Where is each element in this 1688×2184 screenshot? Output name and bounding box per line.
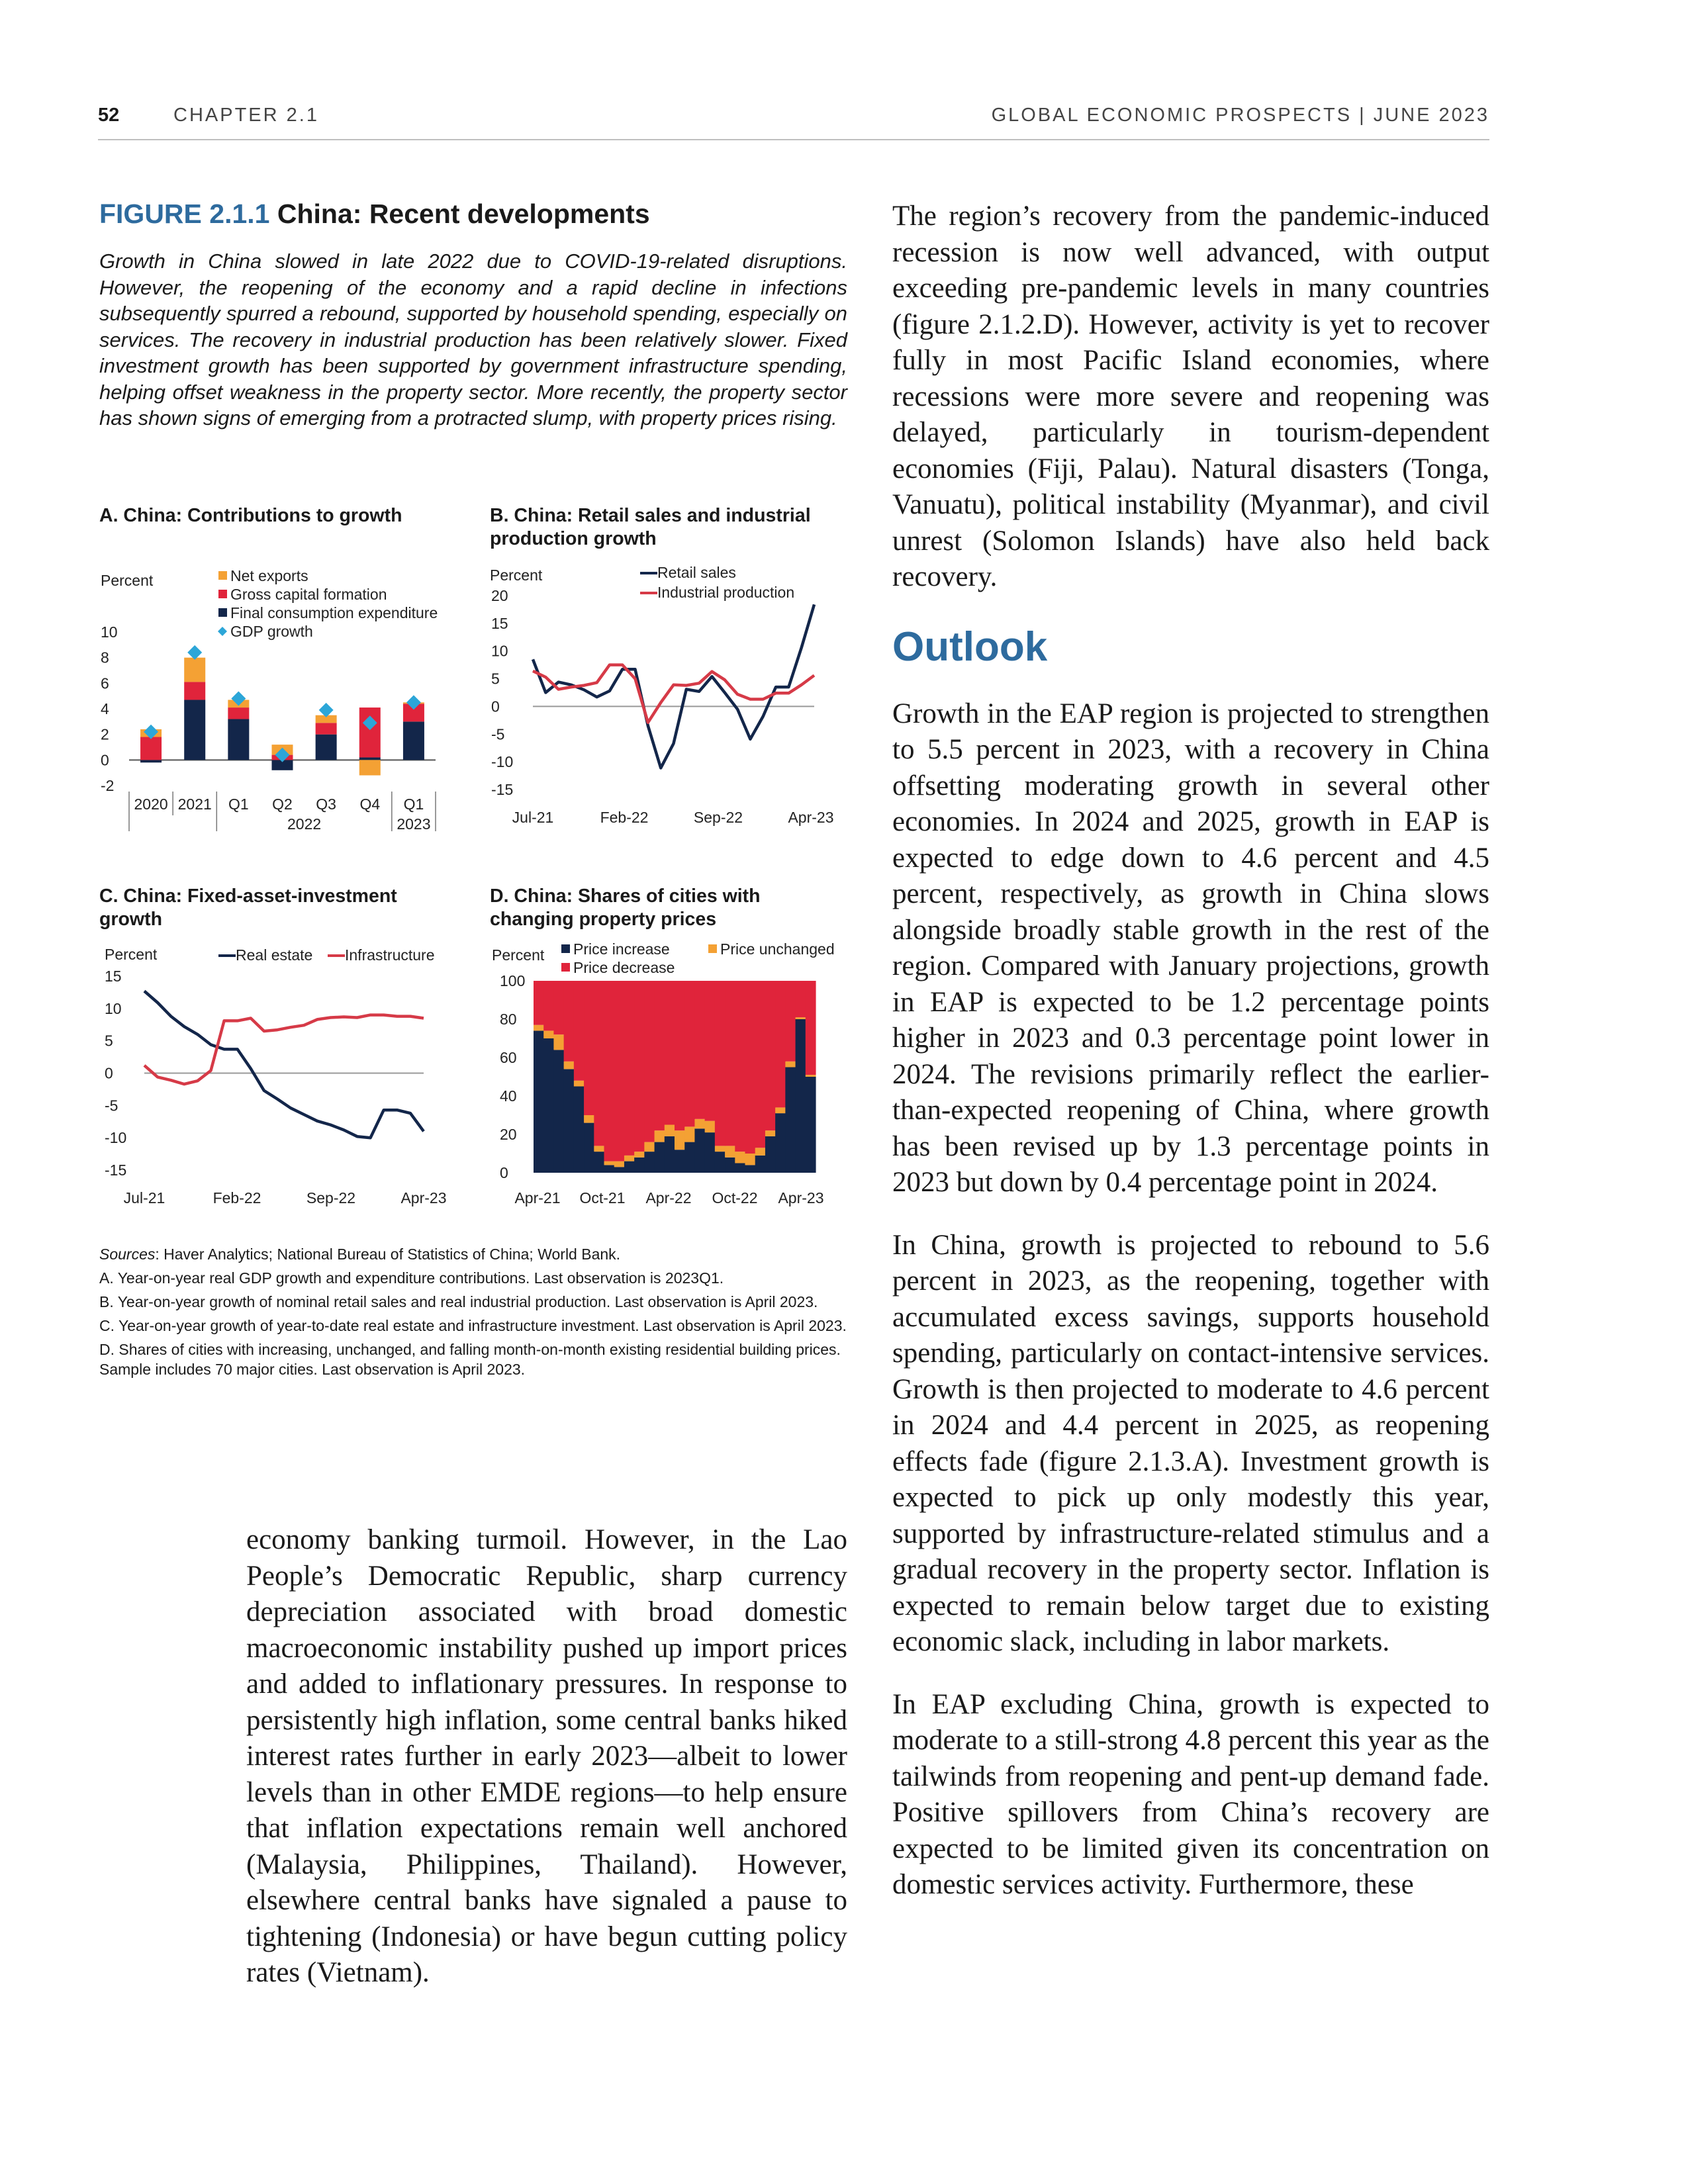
chart-a-category-group-label: 2022	[287, 815, 322, 833]
chapter-label: CHAPTER 2.1	[173, 105, 319, 126]
chart-d-column-segment	[785, 1062, 796, 1068]
chart-d-column-segment	[614, 1167, 625, 1173]
panel-a-title: A. China: Contributions to growth	[99, 505, 402, 526]
chart-d-column-segment	[584, 1123, 594, 1173]
chart-d-column-segment	[665, 1136, 675, 1173]
chart-d-legend-label: Price increase	[573, 940, 670, 958]
chart-d-column-segment	[694, 1119, 705, 1129]
chart-d-column-segment	[796, 1017, 806, 1019]
chart-d-column-segment	[564, 1062, 575, 1069]
chart-d-column-segment	[765, 1130, 776, 1136]
chart-d-y-tick-label: 0	[500, 1164, 508, 1181]
chart-a-x-tick-label: Q3	[316, 796, 336, 813]
body-paragraph: economy banking turmoil. However, in the Lao People’s Democratic Republic, sharp currency depreciation associated with broad domestic macroeconomic instability pushed up import prices and added to inflationary pressures. In response to persistently high inflation, some central banks hiked interest rates further in early 2023—albeit to lower levels than in other EMDE regions—to help ensure that inflation expectations remain well anchored (Malaysia, Philippines, Thailand). However, elsewhere central banks have signaled a pause to tightening (Indonesia) or have begun cutting policy rates (Vietnam).	[246, 1524, 847, 1988]
chart-a-y-tick-label: -2	[101, 777, 115, 794]
chart-d-column-segment	[775, 1113, 786, 1173]
chart-a-legend-label: GDP growth	[230, 623, 313, 640]
chart-a-y-tick-label: 8	[101, 649, 109, 666]
chart-d-legend-swatch	[708, 944, 717, 953]
chart-a-x-tick-label: Q1	[403, 796, 424, 813]
chart-c-y-tick-label: 0	[105, 1064, 113, 1082]
chart-d-column-segment	[806, 1077, 816, 1173]
note-d: D. Shares of cities with increasing, unchanged, and falling month-on-month existing residential building prices. Sample includes 70 major cities. Last observation is April 2023.	[99, 1341, 841, 1378]
section-heading-outlook: Outlook	[892, 623, 1048, 670]
chart-d-y-tick-label: 80	[500, 1011, 517, 1028]
page-number: 52	[98, 105, 120, 126]
chart-a-legend-label: Gross capital formation	[230, 586, 387, 603]
panel-b-title: B. China: Retail sales and industrial production growth	[490, 505, 811, 549]
chart-d-column-segment	[553, 1034, 564, 1050]
chart-c-y-tick-label: -5	[105, 1097, 118, 1115]
chart-a-bar-segment	[228, 719, 249, 760]
chart-d-column-segment	[584, 981, 594, 1115]
chart-d-column-segment	[675, 1150, 685, 1173]
chart-d-column-segment	[553, 1050, 564, 1173]
chart-d-column-segment	[745, 981, 756, 1154]
figure-description: Growth in China slowed in late 2022 due to COVID-19-related disruptions. However, the reopening of the economy and a rapid decline in infections subsequently spurred a rebound, supported by household spending, especially on services. The recovery in industrial production has been relatively slower. Fixed investment growth has been supported by government infrastructure spending, helping offset weakness in the property sector. More recently, the property sector has shown signs of emerging from a protracted slump, with property prices rising.	[99, 250, 847, 430]
body-left-column	[246, 1522, 847, 2018]
chart-d-column-segment	[655, 1130, 665, 1142]
chart-a-legend-label: Final consumption expenditure	[230, 604, 438, 621]
chart-b-y-tick-label: 0	[491, 698, 500, 715]
chart-d-x-tick-label: Oct-21	[579, 1189, 626, 1206]
chart-a-y-axis-label: Percent	[101, 572, 154, 589]
chart-d-column-segment	[634, 1158, 645, 1173]
chart-d-y-axis-label: Percent	[492, 946, 545, 964]
chart-d-column-segment	[655, 1142, 665, 1173]
chart-a-x-tick-label: 2021	[177, 796, 212, 813]
figure-notes	[99, 1244, 847, 1383]
chart-b-x-tick-label: Apr-23	[788, 809, 834, 826]
chart-d-column-segment	[675, 1130, 685, 1150]
chart-c-x-tick-label: Jul-21	[123, 1189, 165, 1206]
chart-d-column-segment	[534, 1030, 544, 1173]
chart-d-column-segment	[655, 981, 665, 1130]
chart-a-x-tick-label: Q1	[228, 796, 249, 813]
chart-d-column-segment	[806, 981, 816, 1075]
chart-d-column-segment	[735, 1163, 745, 1173]
sources-label: Sources	[99, 1246, 156, 1263]
publication-title: GLOBAL ECONOMIC PROSPECTS | JUNE 2023	[991, 105, 1489, 126]
chart-d-column-segment	[594, 1146, 604, 1152]
chart-d-x-tick-label: Apr-23	[778, 1189, 824, 1206]
chart-b-x-tick-label: Jul-21	[512, 809, 554, 826]
chart-d-legend-label: Price decrease	[573, 959, 675, 976]
chart-d-column-segment	[543, 1030, 554, 1038]
chart-b-legend-label: Industrial production	[657, 584, 795, 601]
chart-a-bar-segment	[316, 735, 337, 760]
chart-a-category-group-label: 2023	[397, 815, 431, 833]
chart-a-bar-segment	[316, 723, 337, 734]
chart-a-bar-segment	[140, 760, 162, 762]
chart-d-column-segment	[796, 981, 806, 1017]
body-paragraph: In China, growth is projected to rebound to 5.6 percent in 2023, as the reopening, together with accumulated excess savings, supports household spending, particularly on contact-intensive services. Growth is then projected to moderate to 4.6 percent in 2024 and 4.4 percent in 2025, as reopening effects fade (figure 2.1.3.A). Investment growth is expected to pick up only modestly this year, supported by infrastructure-related stimulus and a gradual recovery in the property sector. Inflation is expected to remain below target due to existing economic slack, including in labor markets.	[892, 1229, 1489, 1658]
chart-d-column-segment	[634, 981, 645, 1152]
chart-d-column-segment	[584, 1115, 594, 1123]
chart-a-bar-segment	[359, 707, 381, 757]
chart-a-gdp-point	[187, 645, 202, 660]
chart-d-column-segment	[624, 1156, 635, 1161]
chart-a-bar-segment	[359, 757, 381, 760]
chart-c-y-tick-label: 5	[105, 1032, 113, 1050]
chart-b-series-line	[533, 665, 814, 723]
figure-title-text: China: Recent developments	[277, 199, 650, 229]
chart-d-column-segment	[644, 1142, 655, 1152]
chart-d-column-segment	[574, 1081, 585, 1087]
chart-b-y-axis-label: Percent	[490, 567, 543, 584]
chart-d-column-segment	[765, 981, 776, 1130]
chart-b-x-tick-label: Sep-22	[693, 809, 743, 826]
chart-d-column-segment	[594, 1152, 604, 1173]
chart-a-bar-segment	[228, 707, 249, 719]
note-c: C. Year-on-year growth of year-to-date real estate and infrastructure investment. Last observation is April 2023.	[99, 1317, 847, 1334]
chart-b-y-tick-label: -15	[491, 781, 514, 798]
chart-a-bar-segment	[184, 682, 205, 700]
chart-d-legend-swatch	[561, 944, 570, 953]
chart-b-y-tick-label: 5	[491, 670, 500, 688]
chart-d-column-segment	[614, 981, 625, 1161]
body-paragraph: The region’s recovery from the pandemic-induced recession is now well advanced, with output exceeding pre-pandemic levels in many countries (figure 2.1.2.D). However, activity is yet to recover fully in most Pacific Island economies, where recessions were more severe and reopening was delayed, particularly in tourism-dependent economies (Fiji, Palau). Natural disasters (Tonga, Vanuatu), political instability (Myanmar), and civil unrest (Solomon Islands) have also held back recovery.	[892, 201, 1489, 592]
chart-d-column-segment	[684, 1142, 695, 1173]
chart-a-bar-segment	[184, 700, 205, 760]
chart-d-column-segment	[614, 1161, 625, 1167]
chart-d-y-tick-label: 20	[500, 1126, 517, 1143]
chart-d-legend-label: Price unchanged	[720, 940, 835, 958]
chart-d-column-segment	[574, 1087, 585, 1173]
chart-a-legend-swatch	[218, 608, 227, 617]
chart-c-y-tick-label: 10	[105, 999, 122, 1017]
chart-a-legend-swatch	[218, 571, 227, 580]
chart-d-column-segment	[765, 1136, 776, 1173]
chart-d-column-segment	[745, 1165, 756, 1173]
chart-b-y-tick-label: 10	[491, 642, 508, 660]
chart-c-y-tick-label: -10	[105, 1129, 127, 1147]
chart-d-column-segment	[755, 1156, 766, 1173]
chart-a-legend-swatch	[218, 590, 227, 598]
chart-d-column-segment	[725, 1158, 735, 1173]
panel-c-title: C. China: Fixed-asset-investment growth	[99, 886, 397, 930]
chart-a-y-tick-label: 6	[101, 674, 109, 692]
chart-d-column-segment	[564, 1069, 575, 1173]
chart-c-legend-label: Infrastructure	[345, 946, 435, 964]
chart-d-column-segment	[745, 1154, 756, 1165]
chart-d-column-segment	[755, 1148, 766, 1156]
chart-d-column-segment	[705, 981, 716, 1121]
chart-b-y-tick-label: -10	[491, 753, 514, 771]
chart-d-column-segment	[725, 1146, 735, 1157]
note-a: A. Year-on-year real GDP growth and expenditure contributions. Last observation is 2023Q1.	[99, 1269, 724, 1287]
chart-d-column-segment	[574, 981, 585, 1081]
chart-d-column-segment	[725, 981, 735, 1146]
chart-d-column-segment	[694, 981, 705, 1119]
chart-a-y-tick-label: 4	[101, 700, 109, 717]
chart-a-y-tick-label: 10	[101, 623, 118, 641]
chart-b-y-tick-label: 15	[491, 614, 508, 632]
chart-d-y-tick-label: 60	[500, 1049, 517, 1066]
chart-d-column-segment	[604, 981, 615, 1161]
chart-c-x-tick-label: Sep-22	[306, 1189, 356, 1206]
chart-d-column-segment	[775, 981, 786, 1107]
chart-c-series-line	[144, 991, 424, 1138]
chart-d-column-segment	[796, 1019, 806, 1173]
chart-d-column-segment	[604, 1161, 615, 1165]
chart-d-column-segment	[534, 1025, 544, 1031]
body-paragraph: In EAP excluding China, growth is expected to moderate to a still-strong 4.8 percent this year as the tailwinds from reopening and pent-up demand fade. Positive spillovers from China’s recovery are expected to be limited given its concentration on domestic services activity. Furthermore, these	[892, 1688, 1489, 1901]
chart-d-column-segment	[715, 981, 726, 1146]
chart-d-column-segment	[715, 1146, 726, 1152]
chart-d-column-segment	[534, 981, 544, 1025]
chart-d-column-segment	[624, 981, 635, 1156]
chart-d-column-segment	[543, 981, 554, 1030]
sources-text: : Haver Analytics; National Bureau of Statistics of China; World Bank.	[155, 1246, 621, 1263]
chart-a-y-tick-label: 0	[101, 751, 109, 769]
chart-d-x-tick-label: Apr-22	[645, 1189, 692, 1206]
chart-a-x-tick-label: Q2	[272, 796, 293, 813]
chart-d-column-segment	[644, 1152, 655, 1173]
chart-c-x-tick-label: Feb-22	[212, 1189, 261, 1206]
chart-d-x-tick-label: Apr-21	[514, 1189, 561, 1206]
chart-d-column-segment	[665, 981, 675, 1125]
chart-a-x-tick-label: 2020	[134, 796, 168, 813]
chart-c-y-tick-label: -15	[105, 1161, 127, 1179]
chart-d-column-segment	[624, 1161, 635, 1173]
body-paragraph: Growth in the EAP region is projected to strengthen to 5.5 percent in 2023, with a recovery in China offsetting moderating growth in several other economies. In 2024 and 2025, growth in EAP is expected to edge down to 4.6 percent and 4.5 percent, respectively, as growth in China slows alongside broadly stable growth in the rest of the region. Compared with January projections, growth in EAP is expected to be 1.2 percentage points higher in 2023 and 0.3 percentage point lower in 2024. The revisions primarily reflect the earlier-than-expected reopening of China, where growth has been revised up by 1.3 percentage points in 2023 but down by 0.4 percentage point in 2024.	[892, 698, 1489, 1199]
chart-c-x-tick-label: Apr-23	[400, 1189, 447, 1206]
chart-d-column-segment	[705, 1132, 716, 1173]
chart-b-y-tick-label: -5	[491, 725, 505, 743]
chart-d-column-segment	[553, 981, 564, 1034]
chart-d-column-segment	[775, 1107, 786, 1113]
chart-d-column-segment	[806, 1075, 816, 1077]
chart-d-column-segment	[684, 981, 695, 1126]
chart-d-x-tick-label: Oct-22	[712, 1189, 758, 1206]
chart-d-column-segment	[755, 981, 766, 1148]
body-right-column	[892, 199, 1489, 1930]
chart-d-column-segment	[735, 1152, 745, 1163]
chart-d-column-segment	[785, 1068, 796, 1173]
chart-d-y-tick-label: 100	[500, 972, 526, 989]
chart-d-column-segment	[665, 1125, 675, 1136]
chart-d-column-segment	[694, 1128, 705, 1173]
chart-d-legend-swatch	[561, 963, 570, 972]
chart-a-bar-segment	[140, 737, 162, 760]
chart-d-column-segment	[604, 1165, 615, 1173]
note-b: B. Year-on-year growth of nominal retail sales and real industrial production. Last observation is April 2023.	[99, 1293, 818, 1310]
chart-a-legend-swatch	[218, 627, 227, 636]
chart-b-x-tick-label: Feb-22	[600, 809, 649, 826]
chart-c-legend-label: Real estate	[236, 946, 313, 964]
chart-a-gdp-point	[319, 703, 334, 717]
chart-b-legend-label: Retail sales	[657, 564, 736, 581]
chart-d-column-segment	[564, 981, 575, 1062]
chart-a-bar-segment	[403, 721, 424, 760]
sources-note	[99, 1244, 847, 1264]
chart-d-column-segment	[715, 1152, 726, 1173]
chart-d-column-segment	[675, 981, 685, 1130]
chart-d-y-tick-label: 40	[500, 1087, 517, 1105]
chart-a-bar-segment	[184, 658, 205, 682]
figure-number: FIGURE 2.1.1	[99, 199, 270, 229]
chart-d-column-segment	[543, 1038, 554, 1173]
chart-d-column-segment	[594, 981, 604, 1146]
chart-c-y-tick-label: 15	[105, 968, 122, 985]
chart-d-column-segment	[735, 981, 745, 1152]
chart-d-column-segment	[684, 1126, 695, 1142]
chart-d-column-segment	[785, 981, 796, 1062]
chart-d-column-segment	[634, 1152, 645, 1158]
chart-d-column-segment	[705, 1121, 716, 1132]
chart-d-column-segment	[644, 981, 655, 1142]
chart-a-x-tick-label: Q4	[359, 796, 381, 813]
chart-b-y-tick-label: 20	[491, 587, 508, 604]
panel-d-title: D. China: Shares of cities with changing property prices	[490, 886, 761, 930]
chart-a-y-tick-label: 2	[101, 725, 109, 743]
chart-c-y-axis-label: Percent	[105, 946, 158, 963]
chart-a-bar-segment	[359, 760, 381, 775]
chart-a-legend-label: Net exports	[230, 567, 308, 584]
